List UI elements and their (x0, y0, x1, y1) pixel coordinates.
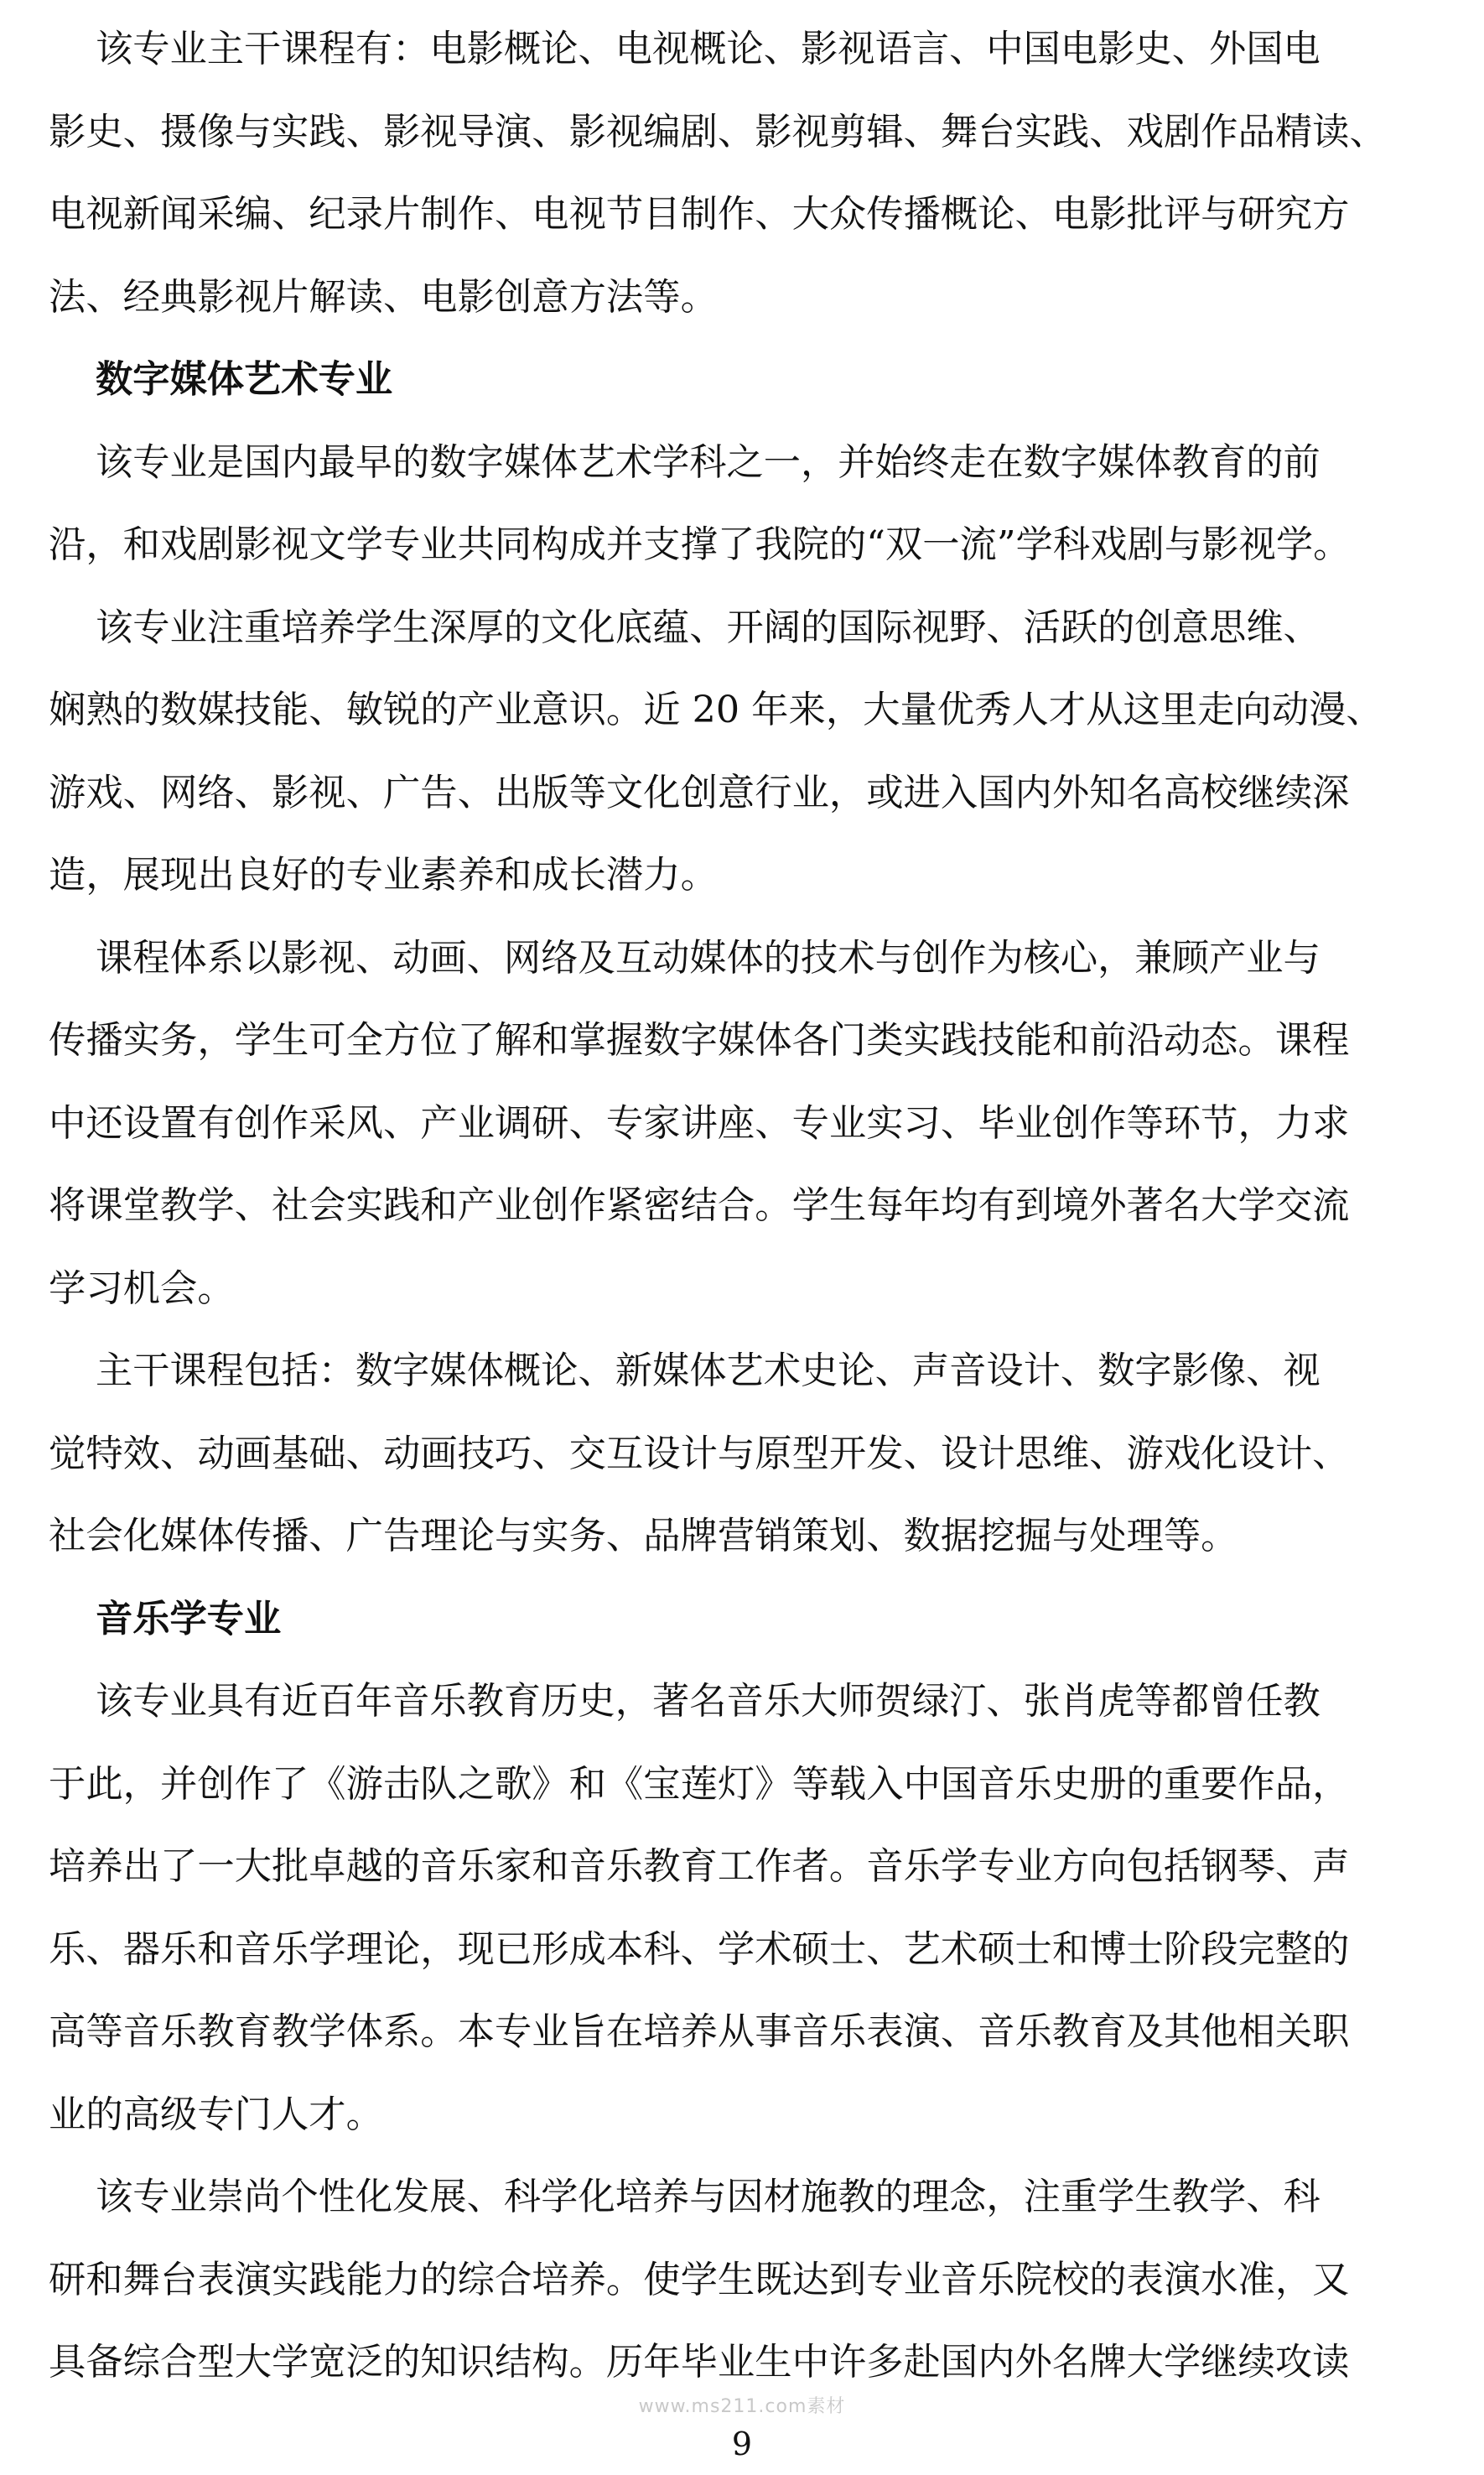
text-line: 高等音乐教育教学体系。本专业旨在培养从事音乐表演、音乐教育及其他相关职 (49, 2010, 1350, 2053)
text-line: 该专业具有近百年音乐教育历史，著名音乐大师贺绿汀、张肖虎等都曾任教 (96, 1680, 1321, 1723)
text-line: 娴熟的数媒技能、敏锐的产业意识。近 20 年来，大量优秀人才从这里走向动漫、 (49, 689, 1383, 731)
text-line: 沿，和戏剧影视文学专业共同构成并支撑了我院的“双一流”学科戏剧与影视学。 (49, 523, 1351, 566)
section-heading: 音乐学专业 (96, 1597, 282, 1640)
text-line: 该专业主干课程有：电影概论、电视概论、影视语言、中国电影史、外国电 (96, 28, 1321, 70)
text-line: 觉特效、动画基础、动画技巧、交互设计与原型开发、设计思维、游戏化设计、 (49, 1432, 1350, 1475)
text-line: 研和舞台表演实践能力的综合培养。使学生既达到专业音乐院校的表演水准，又 (49, 2258, 1350, 2301)
page-number: 9 (731, 2426, 753, 2462)
text-line: 于此，并创作了《游击队之歌》和《宝莲灯》等载入中国音乐史册的重要作品， (49, 1762, 1350, 1806)
text-line: 影史、摄像与实践、影视导演、影视编剧、影视剪辑、舞台实践、戏剧作品精读、 (49, 110, 1387, 153)
text-line: 乐、器乐和音乐学理论，现已形成本科、学术硕士、艺术硕士和博士阶段完整的 (49, 1927, 1350, 1971)
text-line: 主干课程包括：数字媒体概论、新媒体艺术史论、声音设计、数字影像、视 (96, 1349, 1321, 1392)
watermark-text: www.ms211.com素材 (638, 2396, 846, 2417)
text-line: 具备综合型大学宽泛的知识结构。历年毕业生中许多赴国内外名牌大学继续攻读 (49, 2341, 1350, 2384)
text-line: 课程体系以影视、动画、网络及互动媒体的技术与创作为核心，兼顾产业与 (96, 936, 1321, 980)
text-line: 业的高级专门人才。 (49, 2093, 383, 2136)
text-line: 该专业崇尚个性化发展、科学化培养与因材施教的理念，注重学生教学、科 (96, 2176, 1321, 2218)
text-line: 社会化媒体传播、广告理论与实务、品牌营销策划、数据挖掘与处理等。 (49, 1515, 1238, 1557)
text-line: 培养出了一大批卓越的音乐家和音乐教育工作者。音乐学专业方向包括钢琴、声 (49, 1845, 1350, 1888)
text-line: 游戏、网络、影视、广告、出版等文化创意行业，或进入国内外知名高校继续深 (49, 771, 1350, 814)
text-line: 该专业是国内最早的数字媒体艺术学科之一，并始终走在数字媒体教育的前 (96, 440, 1321, 484)
document-body (49, 8, 1484, 2405)
text-line: 该专业注重培养学生深厚的文化底蕴、开阔的国际视野、活跃的创意思维、 (96, 606, 1321, 649)
text-line: 传播实务，学生可全方位了解和掌握数字媒体各门类实践技能和前沿动态。课程 (49, 1019, 1350, 1062)
text-line: 学习机会。 (49, 1266, 235, 1310)
text-line: 法、经典影视片解读、电影创意方法等。 (49, 275, 718, 319)
text-line: 中还设置有创作采风、产业调研、专家讲座、专业实习、毕业创作等环节，力求 (49, 1101, 1350, 1145)
text-line: 造，展现出良好的专业素养和成长潜力。 (49, 854, 718, 897)
text-line: 将课堂教学、社会实践和产业创作紧密结合。学生每年均有到境外著名大学交流 (49, 1184, 1350, 1227)
section-heading: 数字媒体艺术专业 (96, 358, 393, 401)
text-line: 电视新闻采编、纪录片制作、电视节目制作、大众传播概论、电影批评与研究方 (49, 193, 1350, 236)
